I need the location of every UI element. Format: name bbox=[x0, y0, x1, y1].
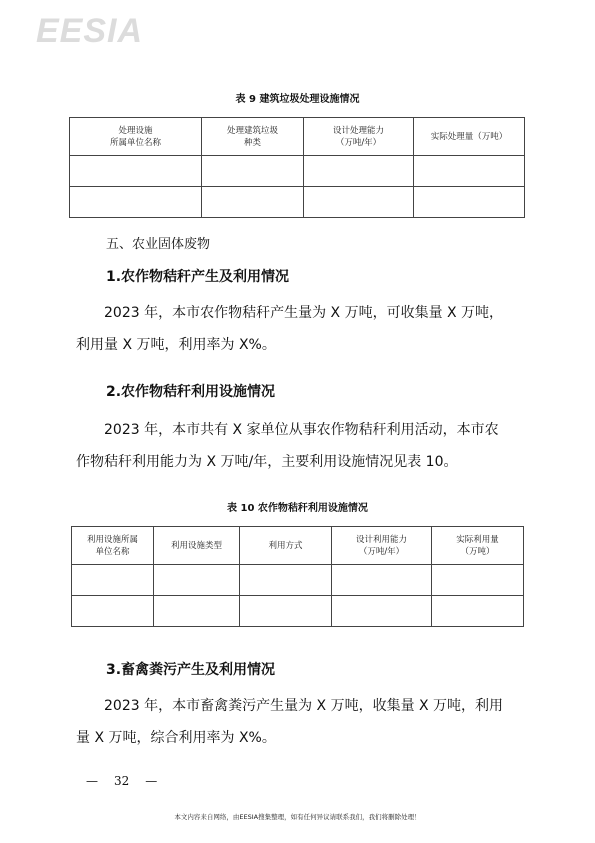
table10-header-row bbox=[72, 527, 524, 565]
table-cell bbox=[240, 565, 332, 596]
table-row bbox=[72, 565, 524, 596]
table-cell bbox=[432, 565, 524, 596]
table-cell bbox=[70, 156, 202, 187]
eesia-watermark-logo: EESIA bbox=[36, 12, 144, 50]
table-cell bbox=[304, 187, 414, 218]
table9-header-cell: 处理建筑垃圾 种类 bbox=[202, 118, 304, 156]
table-cell bbox=[154, 596, 240, 627]
paragraph-line: 量 X 万吨，综合利用率为 X%。 bbox=[76, 730, 276, 746]
table-cell bbox=[414, 187, 525, 218]
page-dash-right: — bbox=[145, 774, 158, 788]
table10-header-cell: 利用方式 bbox=[240, 527, 332, 565]
paragraph-line: 利用量 X 万吨，利用率为 X%。 bbox=[76, 337, 276, 353]
paragraph-straw-facilities bbox=[76, 414, 526, 478]
paragraph-line: 2023 年，本市畜禽粪污产生量为 X 万吨，收集量 X 万吨，利用 bbox=[104, 698, 504, 714]
table-row bbox=[70, 156, 525, 187]
footer-disclaimer: 本文内容来自网络，由EESIA搜集整理，如有任何异议请联系我们，我们将删除处理！ bbox=[174, 813, 421, 821]
table-cell bbox=[154, 565, 240, 596]
heading-straw-production: 1.农作物秸秆产生及利用情况 bbox=[106, 269, 290, 285]
table10 bbox=[71, 526, 524, 627]
table-cell bbox=[414, 156, 525, 187]
table9-header-cell: 设计处理能力 （万吨/年） bbox=[304, 118, 414, 156]
table10-header-cell: 利用设施所属 单位名称 bbox=[72, 527, 154, 565]
paragraph-line: 作物秸秆利用能力为 X 万吨/年，主要利用设施情况见表 10。 bbox=[76, 454, 458, 470]
table10-caption: 表 10 农作物秸秆利用设施情况 bbox=[227, 503, 368, 514]
table9-caption: 表 9 建筑垃圾处理设施情况 bbox=[235, 94, 360, 105]
section-title-agricultural-waste: 五、农业固体废物 bbox=[106, 237, 211, 252]
table9-header-row bbox=[70, 118, 525, 156]
table-cell bbox=[72, 596, 154, 627]
table-cell bbox=[332, 565, 432, 596]
table10-header-cell: 设计利用能力 （万吨/年） bbox=[332, 527, 432, 565]
page-dash-left: — bbox=[86, 774, 98, 788]
table-cell bbox=[240, 596, 332, 627]
page-number bbox=[78, 774, 165, 788]
table-cell bbox=[70, 187, 202, 218]
paragraph-line: 2023 年，本市共有 X 家单位从事农作物秸秆利用活动，本市农 bbox=[104, 422, 499, 438]
table-cell bbox=[432, 596, 524, 627]
table-row bbox=[72, 596, 524, 627]
paragraph-straw-production bbox=[76, 297, 526, 361]
table-cell bbox=[304, 156, 414, 187]
table10-header-cell: 实际利用量 （万吨） bbox=[432, 527, 524, 565]
table10-header-cell: 利用设施类型 bbox=[154, 527, 240, 565]
table9-header-cell: 处理设施 所属单位名称 bbox=[70, 118, 202, 156]
table-cell bbox=[202, 156, 304, 187]
table-row bbox=[70, 187, 525, 218]
table9-header-cell: 实际处理量（万吨） bbox=[414, 118, 525, 156]
table-cell bbox=[332, 596, 432, 627]
table-cell bbox=[202, 187, 304, 218]
heading-livestock-manure: 3.畜禽粪污产生及利用情况 bbox=[106, 662, 276, 678]
table9 bbox=[69, 117, 525, 218]
paragraph-livestock-manure bbox=[76, 690, 526, 754]
page-number-value: 32 bbox=[114, 774, 130, 788]
heading-straw-facilities: 2.农作物秸秆利用设施情况 bbox=[106, 384, 276, 400]
paragraph-line: 2023 年，本市农作物秸秆产生量为 X 万吨，可收集量 X 万吨， bbox=[104, 305, 504, 321]
table-cell bbox=[72, 565, 154, 596]
